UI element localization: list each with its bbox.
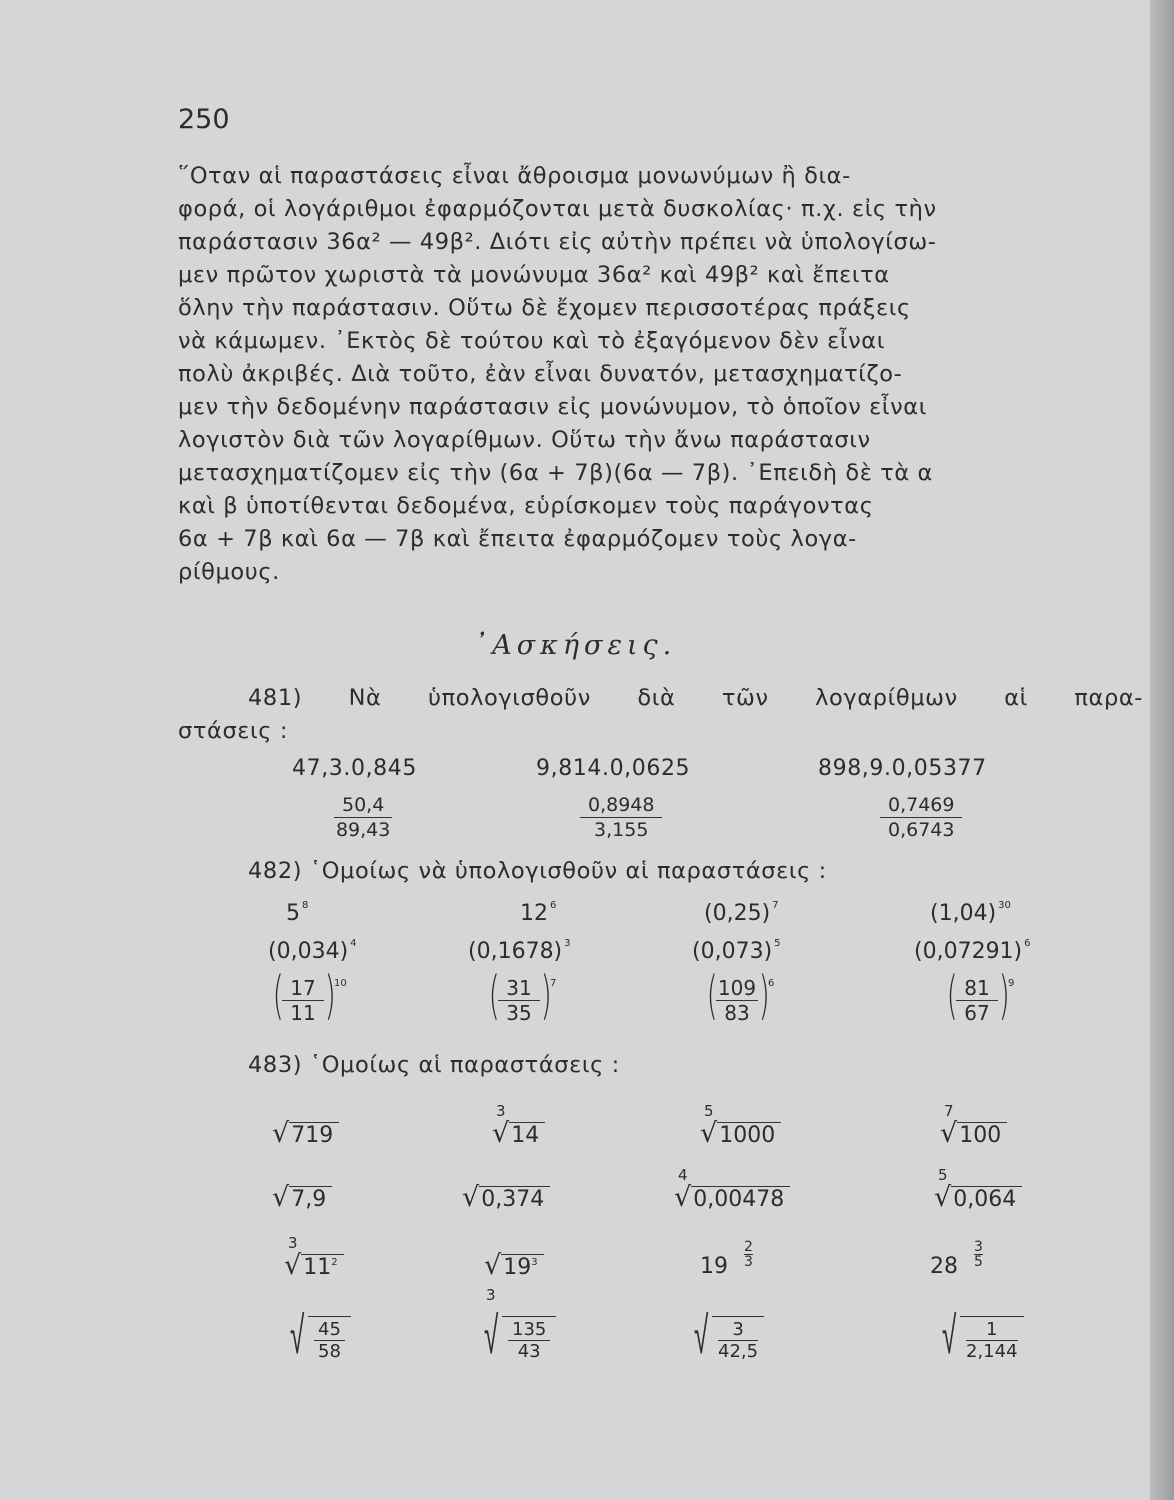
ex481-num-1: 47,3.0,845 — [292, 756, 417, 781]
radical-sign: √ — [934, 1182, 952, 1213]
exponent: 8 — [302, 900, 309, 911]
numerator: 3 — [718, 1319, 758, 1341]
base: 5 — [286, 901, 300, 926]
base: 19 — [700, 1254, 728, 1279]
right-paren: ) — [758, 966, 770, 1026]
left-paren: ( — [272, 966, 284, 1026]
exponent: 7 — [772, 900, 779, 911]
ex483-radical — [484, 1250, 544, 1281]
radical-sign: √ — [272, 1182, 290, 1213]
numerator: 45 — [314, 1319, 345, 1341]
exponent: 6 — [550, 900, 557, 911]
ex482-power — [914, 938, 1031, 964]
ex483-fractional-power — [930, 1239, 983, 1279]
root-index: 3 — [486, 1286, 496, 1304]
numerator: 3 — [974, 1239, 983, 1255]
exercise-482-line: 482) ῾Ομοίως νὰ ὑπολογισθοῦν αἱ παραστάσεις : — [248, 858, 827, 884]
denominator: 11 — [290, 1001, 316, 1025]
denominator: 3,155 — [594, 819, 649, 841]
left-paren: ( — [488, 966, 500, 1026]
body-paragraph: ῞Οταν αἱ παραστάσεις εἶναι ἄθροισμα μονωνύμων ἢ δια- φορά, οἱ λογάριθμοι ἐφαρμόζονται μετὰ δυσκολίας· π.χ. εἰς τὴν παράστασιν 36α² — 49β². Διότι εἰς αὐτὴν πρέπει νὰ ὑπολογίσω- μεν πρῶτον χωριστὰ τὰ μονώνυμα 36α² καὶ 49β² καὶ ἔπειτα ὅλην τὴν παράστασιν. Οὕτω δὲ ἔχομεν περισσοτέρας πράξεις νὰ κάμωμεν. ᾿Εκτὸς δὲ τούτου καὶ τὸ ἐξαγόμενον δὲν εἶναι πολὺ ἀκριβές. Διὰ τοῦτο, ἐὰν εἶναι δυνατόν, μετασχηματίζο- μεν τὴν δεδομένην παράστασιν εἰς μονώνυμον, τὸ ὁποῖον εἶναι λογιστὸν διὰ τῶν λογαρίθμων. Οὕτω τὴν ἄνω παράστασιν μετασχηματίζομεν εἰς τὴν (6α + 7β)(6α — 7β). ᾿Επειδὴ δὲ τὰ α καὶ β ὑποτίθενται δεδομένα, εὑρίσκομεν τοὺς παράγοντας 6α + 7β καὶ 6α — 7β καὶ ἔπειτα ἐφαρμόζομεν τοὺς λογα- ρίθμους. — [178, 163, 937, 585]
numerator: 81 — [956, 976, 998, 1001]
radical-sign: √ — [492, 1118, 510, 1149]
ex482-power — [286, 900, 308, 926]
radicand: 1000 — [717, 1122, 781, 1148]
ex483-fractional-power — [700, 1239, 753, 1279]
numerator: 17 — [282, 976, 324, 1001]
denominator: 0,6743 — [888, 819, 955, 841]
denominator: 58 — [318, 1341, 341, 1362]
numerator: 109 — [717, 976, 757, 1000]
exponent: 5 — [774, 938, 781, 949]
radicand: 100 — [957, 1122, 1007, 1148]
base: 19 — [503, 1255, 532, 1280]
exponent: 30 — [998, 900, 1011, 911]
exponent: 3 — [564, 938, 571, 949]
exponent: 10 — [334, 978, 347, 989]
exponent: 6 — [768, 978, 775, 989]
base: (0,07291) — [914, 939, 1023, 964]
radical-sign: √ — [272, 1118, 290, 1149]
section-title: ᾿Ασκήσεις. — [473, 630, 677, 661]
numerator: 135 — [508, 1319, 550, 1341]
radical-sign: √ — [942, 1306, 957, 1366]
ex482-power — [692, 938, 781, 964]
base: (0,1678) — [468, 939, 563, 964]
root-index: 7 — [944, 1102, 954, 1120]
fraction — [282, 976, 324, 1025]
radical-sign: √ — [700, 1118, 718, 1149]
denominator: 43 — [517, 1341, 541, 1362]
fraction — [956, 976, 998, 1025]
left-paren: ( — [946, 966, 958, 1026]
base: (0,034) — [268, 939, 349, 964]
exercise-481-line2: στάσεις : — [178, 718, 289, 744]
ex481-fraction-3 — [880, 794, 962, 841]
root-index: 5 — [938, 1166, 948, 1184]
numerator: 0,8948 — [580, 794, 662, 818]
fraction — [502, 1316, 556, 1362]
fractional-exponent — [744, 1240, 753, 1269]
right-paren: ) — [998, 966, 1010, 1026]
right-paren: ) — [324, 966, 336, 1026]
exponent: 3 — [531, 1257, 538, 1268]
root-index: 5 — [704, 1102, 714, 1120]
denominator: 42,5 — [718, 1341, 759, 1362]
root-index: 3 — [288, 1234, 298, 1252]
radicand: 0,064 — [951, 1186, 1022, 1212]
ex482-power — [930, 900, 1011, 926]
ex481-fraction-2 — [580, 794, 662, 841]
right-paren: ) — [540, 966, 552, 1026]
denominator: 3 — [744, 1254, 753, 1270]
ex483-radical — [674, 1166, 790, 1213]
exponent: 6 — [1024, 938, 1031, 949]
ex483-radical — [462, 1182, 550, 1213]
ex483-radical — [934, 1166, 1022, 1213]
fractional-exponent — [974, 1240, 983, 1269]
radicand — [301, 1254, 343, 1280]
ex483-radical — [272, 1182, 332, 1213]
exponent: 2 — [331, 1257, 338, 1268]
ex483-radical — [940, 1102, 1007, 1149]
left-paren: ( — [706, 966, 718, 1026]
ex483-radical — [272, 1118, 339, 1149]
radicand: 0,00478 — [691, 1186, 790, 1212]
denominator: 2,144 — [966, 1341, 1018, 1362]
base: 28 — [930, 1254, 958, 1279]
root-index: 4 — [678, 1166, 688, 1184]
base: 11 — [303, 1255, 332, 1280]
radicand: 7,9 — [289, 1186, 332, 1212]
radicand — [501, 1254, 543, 1280]
base: 12 — [520, 901, 548, 926]
numerator: 0,7469 — [880, 794, 962, 818]
exponent: 9 — [1008, 978, 1015, 989]
base: (1,04) — [930, 901, 997, 926]
denominator: 67 — [964, 1001, 990, 1025]
denominator: 89,43 — [335, 819, 391, 841]
root-index: 3 — [496, 1102, 506, 1120]
radical-sign: √ — [484, 1306, 499, 1366]
denominator: 35 — [506, 1001, 532, 1025]
exponent: 7 — [550, 978, 557, 989]
page-edge — [1150, 0, 1174, 1500]
exercise-481-line1: 481) Νὰ ὑπολογισθοῦν διὰ τῶν λογαρίθμων αἱ παρα- — [248, 685, 1143, 711]
ex482-power — [268, 938, 357, 964]
fraction — [498, 976, 540, 1025]
ex482-power — [468, 938, 571, 964]
ex481-fraction-1 — [334, 794, 392, 841]
radical-sign: √ — [694, 1306, 709, 1366]
base: (0,25) — [704, 901, 771, 926]
numerator: 50,4 — [334, 794, 392, 818]
denominator: 5 — [974, 1254, 983, 1270]
radicand: 0,374 — [479, 1186, 550, 1212]
base: (0,073) — [692, 939, 773, 964]
fraction — [308, 1316, 351, 1362]
ex481-num-3: 898,9.0,05377 — [818, 756, 987, 781]
page-number: 250 — [178, 104, 230, 135]
exponent: 4 — [350, 938, 357, 949]
radical-sign: √ — [462, 1182, 480, 1213]
numerator: 31 — [498, 976, 540, 1001]
radical-sign: √ — [940, 1118, 958, 1149]
ex482-power — [704, 900, 779, 926]
numerator: 1 — [966, 1319, 1018, 1341]
ex483-radical — [492, 1102, 545, 1149]
radicand: 14 — [509, 1122, 545, 1148]
fraction — [960, 1316, 1024, 1362]
fraction — [712, 1316, 764, 1362]
fraction — [716, 976, 758, 1025]
radical-sign: √ — [484, 1250, 502, 1281]
ex483-radical — [700, 1102, 781, 1149]
radical-sign: √ — [284, 1250, 302, 1281]
numerator: 2 — [744, 1239, 753, 1255]
denominator: 83 — [724, 1001, 750, 1025]
radical-sign: √ — [290, 1306, 305, 1366]
ex482-power — [520, 900, 556, 926]
ex483-radical — [284, 1234, 344, 1281]
ex481-num-2: 9,814.0,0625 — [536, 756, 691, 781]
exercise-483-line: 483) ῾Ομοίως αἱ παραστάσεις : — [248, 1052, 620, 1078]
radicand: 719 — [289, 1122, 339, 1148]
radical-sign: √ — [674, 1182, 692, 1213]
